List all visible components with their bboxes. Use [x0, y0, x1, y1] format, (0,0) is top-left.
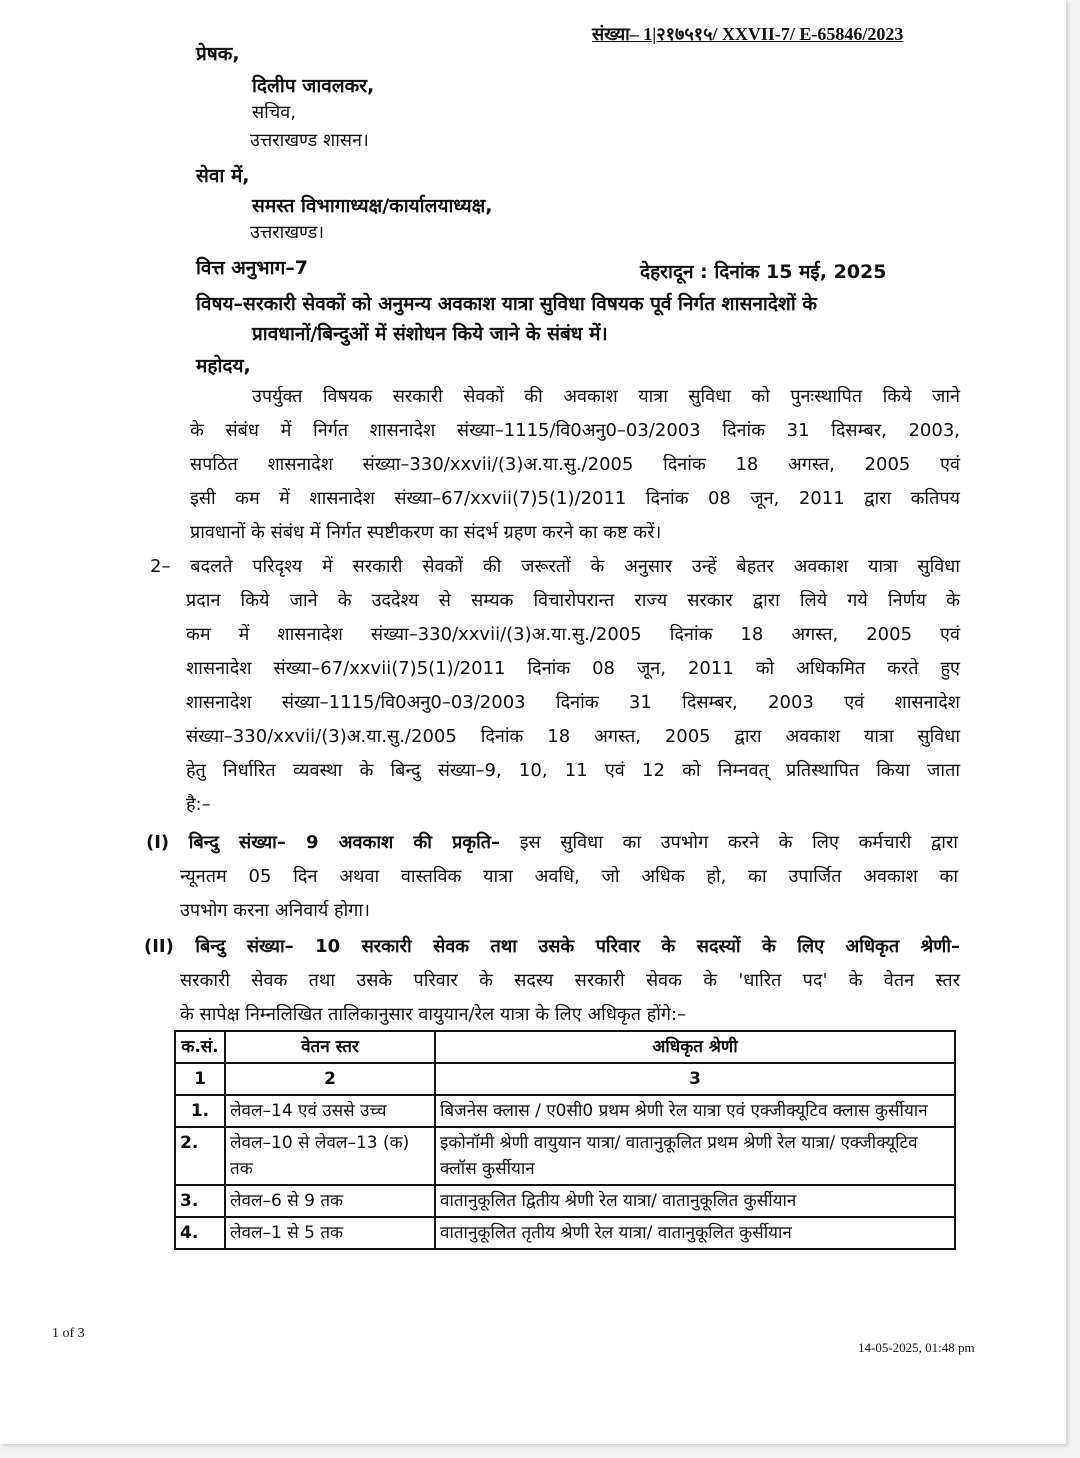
row-serial: 1. [175, 1095, 225, 1127]
paragraph-1 [190, 380, 960, 550]
paragraph-2-line: कम में शासनादेश संख्या–330/xxvii/(3)अ.या.सु./2005 दिनांक 18 अगस्त, 2005 एवं [186, 624, 960, 645]
point-1 [146, 826, 958, 928]
point-1-line: न्यूनतम 05 दिन अथवा वास्तविक यात्रा अवधि, जो अधिक हो, का उपार्जित अवकाश का [180, 866, 958, 887]
row-pay-level: लेवल–10 से लेवल–13 (क) तक [225, 1127, 435, 1185]
row-serial: 2. [175, 1127, 225, 1185]
paragraph-1-line: प्रावधानों के संबंध में निर्गत स्पष्टीकरण का संदर्भ ग्रहण करने का कष्ट करें। [190, 522, 662, 543]
paragraph-2-line: 2– बदलते परिदृश्य में सरकारी सेवकों की जरूरतों के अनुसार उन्हें बेहतर अवकाश यात्रा सुविधा [150, 556, 960, 577]
point-2-line: के सापेक्ष निम्नलिखित तालिकानुसार वायुयान/रेल यात्रा के लिए अधिकृत होंगे:– [180, 1004, 687, 1025]
paragraph-2-line: शासनादेश संख्या–1115/वि0अनु0–03/2003 दिनांक 31 दिसम्बर, 2003 एवं शासनादेश [186, 692, 960, 713]
header-pay-level: वेतन स्तर [225, 1031, 435, 1063]
authorized-class-table [174, 1030, 956, 1250]
row-pay-level: लेवल–1 से 5 तक [225, 1217, 435, 1249]
point-2 [144, 930, 960, 1032]
row-authorized-class: वातानुकूलित तृतीय श्रेणी रेल यात्रा/ वातानुकूलित कुर्सीयान [435, 1217, 955, 1249]
table-row [175, 1185, 955, 1217]
page-number: 1 of 3 [52, 1326, 85, 1341]
sender-name: दिलीप जावलकर, [252, 75, 375, 97]
paragraph-2-line: प्रदान किये जाने के उददेश्य से सम्यक विचारोपरान्त राज्य सरकार द्वारा लिये गये निर्णय के [186, 590, 960, 611]
point-1-text: इस सुविधा का उपभोग करने के लिए कर्मचारी द्वारा [519, 832, 958, 853]
row-pay-level: लेवल–6 से 9 तक [225, 1185, 435, 1217]
table-number-row [175, 1063, 955, 1095]
paragraph-1-line: उपर्युक्त विषयक सरकारी सेवकों की अवकाश यात्रा सुविधा को पुनःस्थापित किये जाने [252, 386, 960, 407]
paragraph-1-line: के संबंध में निर्गत शासनादेश संख्या–1115/वि0अनु0–03/2003 दिनांक 31 दिसम्बर, 2003, [190, 420, 960, 441]
header-authorized-class: अधिकृत श्रेणी [435, 1031, 955, 1063]
subject-line-1: विषय–सरकारी सेवकों को अनुमन्य अवकाश यात्रा सुविधा विषयक पूर्व निर्गत शासनादेशों के [196, 293, 817, 315]
sender-label: प्रेषक, [196, 43, 240, 65]
subject-line-2: प्रावधानों/बिन्दुओं में संशोधन किये जाने के संबंध में। [252, 323, 608, 345]
point-2-marker: (II) [144, 936, 174, 957]
row-pay-level: लेवल–14 एवं उससे उच्च [225, 1095, 435, 1127]
col-number: 1 [175, 1063, 225, 1095]
recipient-label: सेवा में, [196, 165, 250, 187]
col-number: 3 [435, 1063, 955, 1095]
header-serial: क.सं. [175, 1031, 225, 1063]
row-serial: 4. [175, 1217, 225, 1249]
point-2-heading: बिन्दु संख्या– 10 सरकारी सेवक तथा उसके परिवार के सदस्यों के लिए अधिकृत श्रेणी– [195, 936, 960, 957]
row-authorized-class: इकोनॉमी श्रेणी वायुयान यात्रा/ वातानुकूलित प्रथम श्रेणी रेल यात्रा/ एक्जीक्यूटिव क्लॉस कुर्सीयान [435, 1127, 955, 1185]
point-1-line: उपभोग करना अनिवार्य होगा। [180, 900, 370, 921]
paragraph-1-line: सपठित शासनादेश संख्या–330/xxvii/(3)अ.या.सु./2005 दिनांक 18 अगस्त, 2005 एवं [190, 454, 960, 475]
recipient-state: उत्तराखण्ड। [250, 222, 325, 243]
paragraph-1-line: इसी कम में शासनादेश संख्या–67/xxvii(7)5(1)/2011 दिनांक 08 जून, 2011 द्वारा कतिपय [190, 488, 960, 509]
paragraph-2 [150, 550, 960, 822]
col-number: 2 [225, 1063, 435, 1095]
sender-designation: सचिव, [252, 102, 296, 123]
row-serial: 3. [175, 1185, 225, 1217]
print-timestamp: 14-05-2025, 01:48 pm [858, 1340, 975, 1355]
salutation: महोदय, [196, 355, 251, 377]
point-1-marker: (I) [146, 832, 170, 853]
table-header-row [175, 1031, 955, 1063]
paragraph-2-line: हेतु निर्धारित व्यवस्था के बिन्दु संख्या–9, 10, 11 एवं 12 को निम्नवत् प्रतिस्थापित किया जाता [186, 760, 960, 781]
point-2-line: सरकारी सेवक तथा उसके परिवार के सदस्य सरकारी सेवक के 'धारित पद' के वेतन स्तर [180, 970, 960, 991]
section-name: वित्त अनुभाग–7 [196, 257, 308, 279]
table-row [175, 1217, 955, 1249]
sender-office: उत्तराखण्ड शासन। [250, 130, 369, 151]
row-authorized-class: वातानुकूलित द्वितीय श्रेणी रेल यात्रा/ वातानुकूलित कुर्सीयान [435, 1185, 955, 1217]
reference-number: संख्या– 1|२१७५१५/ XXVII-7/ E-65846/2023 [592, 24, 904, 44]
row-authorized-class: बिजनेस क्लास / ए0सी0 प्रथम श्रेणी रेल यात्रा एवं एक्जीक्यूटिव क्लास कुर्सीयान [435, 1095, 955, 1127]
paragraph-2-line: संख्या–330/xxvii/(3)अ.या.सु./2005 दिनांक 18 अगस्त, 2005 द्वारा अवकाश यात्रा सुविधा [186, 726, 960, 747]
table-row [175, 1095, 955, 1127]
paragraph-2-line: शासनादेश संख्या–67/xxvii(7)5(1)/2011 दिनांक 08 जून, 2011 को अधिकमित करते हुए [186, 658, 960, 679]
point-1-heading: बिन्दु संख्या– 9 अवकाश की प्रकृति– [188, 832, 501, 853]
place-date: देहरादून : दिनांक 15 मई, 2025 [640, 261, 887, 283]
recipient-to: समस्त विभागाध्यक्ष/कार्यालयाध्यक्ष, [252, 195, 493, 217]
table-row [175, 1127, 955, 1185]
paragraph-2-line: है:– [186, 794, 211, 815]
